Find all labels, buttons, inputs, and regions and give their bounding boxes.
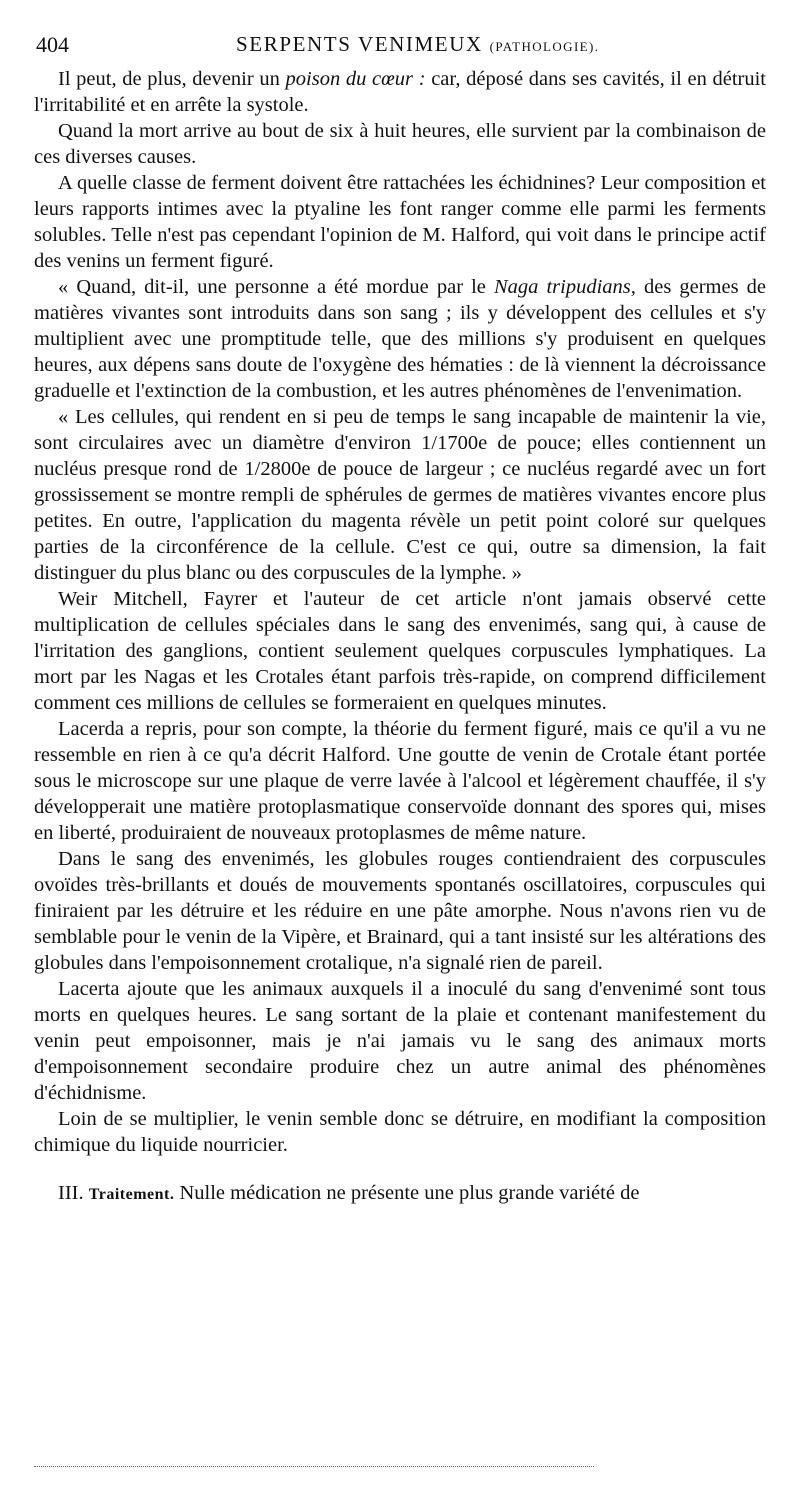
paragraph [34,274,766,404]
footer-rule [34,1466,594,1467]
paragraph: Quand la mort arrive au bout de six à huit heures, elle survient par la combinaison de ces diverses causes. [34,120,766,168]
paragraph [34,66,766,118]
running-head [236,32,599,57]
paragraph: Weir Mitchell, Fayrer et l'auteur de cet article n'ont jamais observé cette multiplication de cellules spéciales dans le sang des envenimés, sang qui, à cause de l'irritation des ganglions, contient seulement quelques corpuscules lymphatiques. La mort par les Nagas et les Crotales étant parfois très-rapide, on comprend difficilement comment ces millions de cellules se formeraient en quelques minutes. [34,588,766,714]
section-text: Nulle médication ne présente une plus grande variété de [179,1182,640,1204]
section-paragraph [34,1180,766,1208]
running-title: SERPENTS VENIMEUX [236,32,490,56]
section-title: Traitement. [88,1186,175,1203]
paragraph-text: « Quand, dit-il, une personne a été mordue par le [58,276,494,298]
page-header [36,32,764,62]
page-number: 404 [36,32,69,57]
running-subtitle: (PATHOLOGIE). [489,39,600,54]
paragraph: Lacerta ajoute que les animaux auxquels il a inoculé du sang d'envenimé sont tous morts en quelques heures. Le sang sortant de la plaie et contenant manifestement du venin peut empoisonner, mais je n'ai jamais vu le sang des animaux morts d'empoisonnement secondaire produire chez un autre animal des phénomènes d'échidnisme. [34,978,766,1104]
emphasis-text: Naga tripudians, [493,276,636,298]
emphasis-text: poison du cœur : [285,68,426,90]
paragraph-text: des germes de matières vivantes sont introduits dans son sang ; ils y développent des cellules et s'y multiplient avec une promptitude telle, que des millions s'y produisent en quelques heures, aux dépens sans doute de l'oxygène des hématies : de là viennent la décroissance graduelle et l'extinction de la combustion, et les autres phénomènes de l'envenimation. [34,276,766,402]
paragraph: « Les cellules, qui rendent en si peu de temps le sang incapable de maintenir la vie, sont circulaires avec un diamètre d'environ 1/1700e de pouce; elles contiennent un nucléus presque rond de 1/2800e de pouce de largeur ; ce nucléus regardé avec un fort grossissement se montre rempli de sphérules de germes de matières vivantes encore plus petites. En outre, l'application du magenta révèle un petit point coloré sur quelques parties de la circonférence de la cellule. C'est ce qui, outre sa dimension, la fait distinguer du plus blanc ou des corpuscules de la lymphe. » [34,406,766,584]
paragraph: Loin de se multiplier, le venin semble donc se détruire, en modifiant la composition chimique du liquide nourricier. [34,1108,766,1156]
paragraph-text: car, déposé dans ses cavités, il en détruit l'irritabilité et en arrête la systole. [34,68,767,116]
paragraph: Lacerda a repris, pour son compte, la théorie du ferment figuré, mais ce qu'il a vu ne ressemble en rien à ce qu'a décrit Halford. Une goutte de venin de Crotale étant portée sous le microscope sur une plaque de verre lavée à l'alcool et légèrement chauffée, il s'y développerait une matière protoplasmatique conservoïde donnant des spores qui, mises en liberté, produiraient de nouveaux protoplasmes de même nature. [34,718,766,844]
section-number: III. [58,1182,84,1204]
body-text [34,66,766,1208]
paragraph: A quelle classe de ferment doivent être rattachées les échidnines? Leur composition et leurs rapports intimes avec la ptyaline les font ranger comme elle parmi les ferments solubles. Telle n'est pas cependant l'opinion de M. Halford, qui voit dans le principe actif des venins un ferment figuré. [34,172,766,272]
paragraph: Dans le sang des envenimés, les globules rouges contiendraient des corpuscules ovoïdes très-brillants et doués de mouvements spontanés oscillatoires, corpuscules qui finiraient par les détruire et les réduire en une pâte amorphe. Nous n'avons rien vu de semblable pour le venin de la Vipère, et Brainard, qui a tant insisté sur les altérations des globules dans l'empoisonnement crotalique, n'a signalé rien de pareil. [34,848,766,974]
paragraph-text: Il peut, de plus, devenir un [58,68,286,90]
